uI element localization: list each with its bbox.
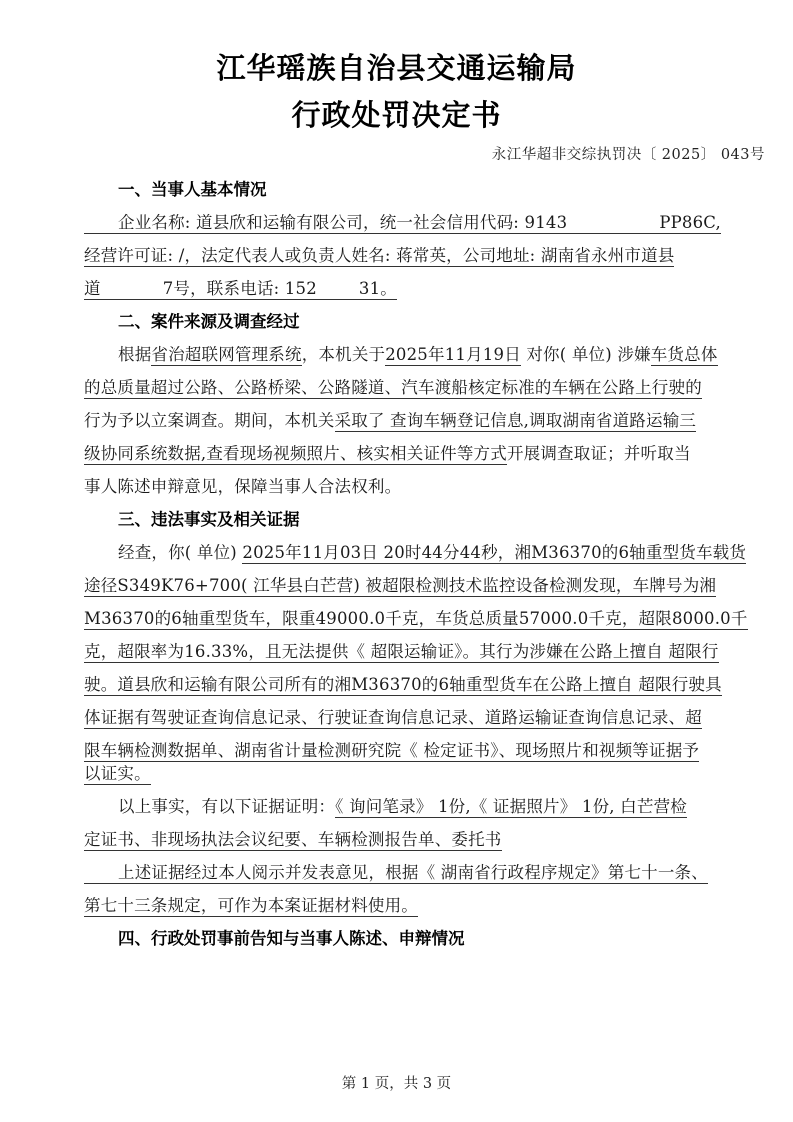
section-heading-party-info: 一、当事人基本情况 xyxy=(118,180,267,199)
evidence-list-line-1: 以上事实，有以下证据证明：《 询问笔录》 1份,《 证据照片》 1份, 白芒营检 xyxy=(118,797,687,816)
evidence-list-line-2: 定证书、非现场执法会议纪要、车辆检测报告单、委托书 xyxy=(84,830,502,849)
case-source-line-4: 级协同系统数据,查看现场视频照片、核实相关证件等方式开展调查取证；并听取当 xyxy=(84,444,691,463)
section-heading-case-source: 二、案件来源及调查经过 xyxy=(118,312,300,331)
violation-facts-line-8: 以证实。 xyxy=(84,764,151,783)
case-source-line-2: 的总质量超过公路、公路桥梁、公路隧道、汽车渡船核定标准的车辆在公路上行驶的 xyxy=(84,378,702,397)
party-info-line-1: 企业名称: 道县欣和运输有限公司，统一社会信用代码: 9143 PP86C, xyxy=(84,206,754,240)
case-source-line-1: 根据省治超联网管理系统，本机关于2025年11月19日 对你( 单位) 涉嫌车货总体 xyxy=(118,345,718,364)
section-heading-violation-facts: 三、违法事实及相关证据 xyxy=(118,510,300,529)
violation-facts-line-5: 驶。道县欣和运输有限公司所有的湘M36370的6轴重型货车在公路上擅自 超限行驶具 xyxy=(84,675,722,694)
violation-facts-line-3: M36370的6轴重型货车，限重49000.0千克，车货总质量57000.0千克，超限8000.0千 xyxy=(84,609,748,628)
evidence-review-line-1: 上述证据经过本人阅示并发表意见，根据《 湖南省行政程序规定》第七十一条、 xyxy=(84,856,754,890)
case-source-line-5: 事人陈述申辩意见，保障当事人合法权利。 xyxy=(84,477,402,496)
violation-facts-line-7: 限车辆检测数据单、湖南省计量检测研究院《 检定证书》、现场照片和视频等证据予 xyxy=(84,741,700,760)
violation-facts-line-2: 途径S349K76+700( 江华县白芒营) 被超限检测技术监控设备检测发现，车牌号为湘 xyxy=(84,576,717,595)
page-indicator: 第 1 页，共 3 页 xyxy=(341,1076,452,1092)
document-number: 永江华超非交综执罚决〔 2025〕 043号 xyxy=(491,147,765,163)
party-info-line-2: 经营许可证: /，法定代表人或负责人姓名: 蒋常英，公司地址: 湖南省永州市道县 xyxy=(84,246,675,265)
violation-facts-line-4: 克，超限率为16.33%，且无法提供《 超限运输证》。其行为涉嫌在公路上擅自 超限行 xyxy=(84,642,719,661)
case-source-line-3: 行为予以立案调查。期间，本机关采取了 查询车辆登记信息,调取湖南省道路运输三 xyxy=(84,411,697,430)
evidence-review-line-2: 第七十三条规定，可作为本案证据材料使用。 xyxy=(84,896,418,915)
section-heading-prior-notice: 四、行政处罚事前告知与当事人陈述、申辩情况 xyxy=(118,929,465,948)
violation-facts-line-1: 经查，你( 单位) 2025年11月03日 20时44分44秒，湘M36370的6轴重型货车载货 xyxy=(118,543,747,562)
document-type-title: 行政处罚决定书 xyxy=(291,98,502,132)
violation-facts-line-6: 体证据有驾驶证查询信息记录、行驶证查询信息记录、道路运输证查询信息记录、超 xyxy=(84,708,702,727)
issuing-authority-title: 江华瑶族自治县交通运输局 xyxy=(216,51,577,85)
party-info-line-3: 道 7号，联系电话: 152 31。 xyxy=(84,279,398,298)
